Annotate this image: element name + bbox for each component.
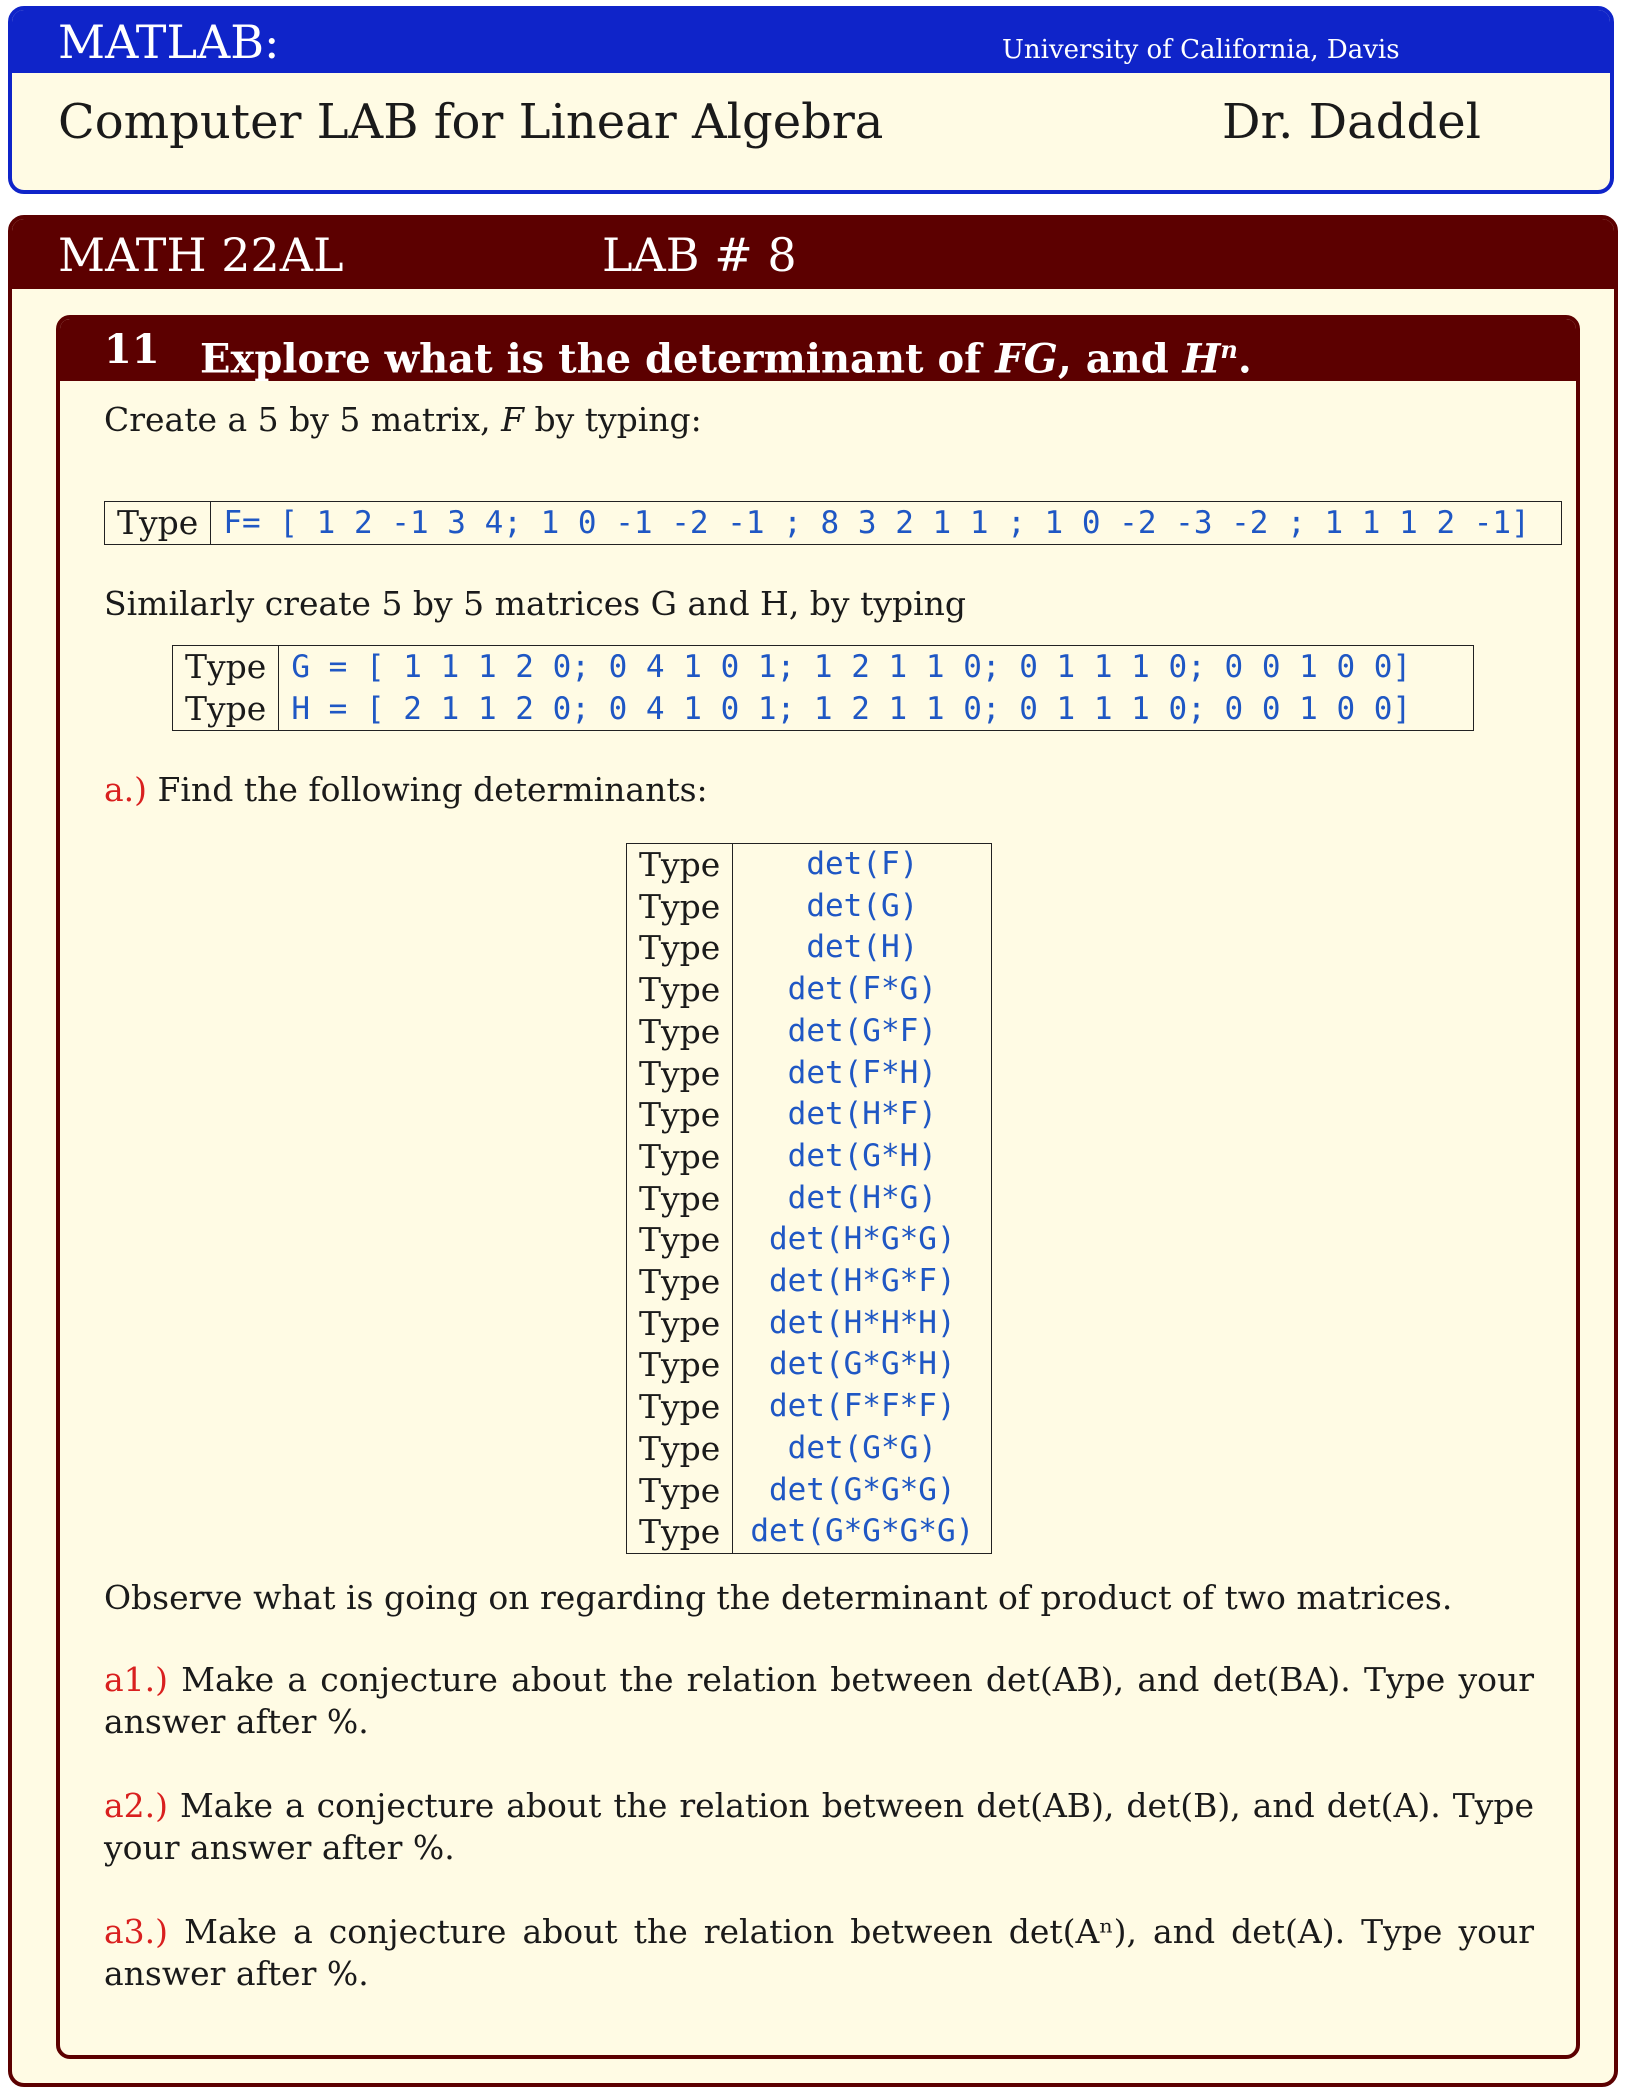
part-a-prompt (104, 769, 708, 811)
g-command-code[interactable]: G = [ 1 1 1 2 0; 0 4 1 0 1; 1 2 1 1 0; 0 1 1 1 0; 0 0 1 0 0] (291, 649, 1412, 685)
problem-title-h: H (1182, 335, 1221, 383)
problem-title-bar (60, 319, 1576, 381)
lab-number: LAB # 8 (602, 228, 797, 282)
problem-title-mid: , and (1057, 335, 1183, 383)
type-label: Type (627, 1178, 733, 1220)
type-label: Type (627, 1261, 733, 1303)
determinant-row (627, 1470, 992, 1512)
determinant-row (627, 1344, 992, 1386)
determinant-row (627, 969, 992, 1011)
part-a-label: a.) (104, 770, 148, 809)
similar-text: Similarly create 5 by 5 matrices G and H, by typing (104, 584, 967, 623)
determinant-command[interactable]: det(G*F) (787, 1012, 937, 1049)
a1-label: a1.) (104, 1660, 169, 1699)
intro-var: F (501, 400, 524, 439)
determinant-command[interactable]: det(G*G*G*G) (750, 1513, 975, 1550)
determinant-row (627, 1011, 992, 1053)
determinant-command[interactable]: det(G*H) (787, 1137, 937, 1174)
type-label: Type (627, 1303, 733, 1345)
problem-number: 11 (104, 326, 160, 373)
determinant-command[interactable]: det(F*F*F) (768, 1388, 956, 1425)
type-label: Type (627, 1344, 733, 1386)
h-command-code[interactable]: H = [ 2 1 1 2 0; 0 4 1 0 1; 1 2 1 1 0; 0 1 1 1 0; 0 0 1 0 0] (291, 691, 1412, 727)
determinant-row (627, 1386, 992, 1428)
determinant-row (627, 1261, 992, 1303)
determinant-row (627, 1178, 992, 1220)
determinant-command[interactable]: det(G*G) (787, 1429, 937, 1466)
institution-name: University of California, Davis (1002, 35, 1400, 65)
a1-text: Make a conjecture about the relation between det(AB), and det(BA). Type your answer after %. (104, 1660, 1534, 1741)
determinant-row (627, 1511, 992, 1553)
determinant-command[interactable]: det(F) (806, 846, 919, 882)
a3-label: a3.) (104, 1912, 169, 1951)
header-body (12, 73, 1610, 194)
part-a-text: Find the following determinants: (147, 770, 708, 809)
type-label: Type (627, 1386, 733, 1428)
type-label: Type (627, 969, 733, 1011)
problem-title-exponent: n (1220, 335, 1238, 364)
determinant-row (627, 886, 992, 928)
determinant-command[interactable]: det(H) (806, 929, 919, 966)
course-code: MATH 22AL (58, 228, 344, 282)
determinant-command[interactable]: det(H*G) (787, 1179, 937, 1216)
question-a2 (104, 1785, 1534, 1869)
determinant-row (627, 844, 992, 886)
type-label: Type (173, 646, 279, 689)
determinant-row (627, 1303, 992, 1345)
type-label: Type (173, 688, 279, 731)
determinant-command[interactable]: det(F*H) (787, 1054, 937, 1091)
determinant-row (627, 1136, 992, 1178)
problem-title-prefix: Explore what is the determinant of (200, 335, 996, 383)
h-command-row (173, 688, 1474, 731)
question-a3 (104, 1911, 1534, 1995)
lab-panel (8, 215, 1618, 2087)
determinant-row (627, 1219, 992, 1261)
determinant-command[interactable]: det(H*G*G) (768, 1221, 956, 1258)
header-title: MATLAB: (58, 15, 280, 69)
type-label: Type (627, 1094, 733, 1136)
a3-text: Make a conjecture about the relation between det(Aⁿ), and det(A). Type your answer after %. (104, 1912, 1534, 1993)
type-label: Type (627, 886, 733, 928)
header-bar (12, 10, 1610, 73)
determinant-command[interactable]: det(G*G*H) (768, 1346, 956, 1383)
type-label: Type (105, 502, 211, 545)
determinant-command[interactable]: det(H*F) (787, 1096, 937, 1133)
determinant-row (627, 1053, 992, 1095)
a2-text: Make a conjecture about the relation between det(AB), det(B), and det(A). Type your answer after %. (104, 1786, 1534, 1867)
type-label: Type (627, 1136, 733, 1178)
intro-text-a: Create a 5 by 5 matrix, (104, 400, 502, 439)
determinant-command[interactable]: det(G*G*G) (768, 1471, 956, 1508)
determinants-rows (627, 844, 992, 1554)
type-label: Type (627, 1011, 733, 1053)
observe-text: Observe what is going on regarding the determinant of product of two matrices. (104, 1578, 1453, 1617)
determinant-row (627, 1094, 992, 1136)
course-header (8, 6, 1614, 194)
f-command-table (104, 501, 1562, 545)
problem-title-end: . (1237, 335, 1252, 383)
problem-title-fg: FG (995, 335, 1058, 383)
determinants-table (626, 843, 992, 1554)
problem-panel (56, 315, 1580, 2059)
determinant-command[interactable]: det(H*G*F) (768, 1263, 956, 1300)
determinant-row (627, 1428, 992, 1470)
f-command-row (105, 502, 1562, 545)
type-label: Type (627, 927, 733, 969)
g-command-row (173, 646, 1474, 689)
intro-text (104, 399, 702, 441)
type-label: Type (627, 1053, 733, 1095)
course-title: Computer LAB for Linear Algebra (58, 94, 884, 150)
type-label: Type (627, 844, 733, 886)
lab-bar (12, 219, 1614, 289)
determinant-command[interactable]: det(G) (806, 887, 919, 924)
determinant-command[interactable]: det(F*G) (787, 971, 937, 1008)
type-label: Type (627, 1470, 733, 1512)
intro-text-b: by typing: (523, 400, 702, 439)
problem-title (200, 325, 1252, 384)
instructor-name: Dr. Daddel (1222, 94, 1481, 150)
a2-label: a2.) (104, 1786, 169, 1825)
type-label: Type (627, 1511, 733, 1553)
question-a1 (104, 1659, 1534, 1743)
f-command-code[interactable]: F= [ 1 2 -1 3 4; 1 0 -1 -2 -1 ; 8 3 2 1 1 ; 1 0 -2 -3 -2 ; 1 1 1 2 -1] (223, 505, 1530, 541)
determinant-command[interactable]: det(H*H*H) (768, 1304, 956, 1341)
type-label: Type (627, 1428, 733, 1470)
gh-command-table (172, 645, 1474, 731)
type-label: Type (627, 1219, 733, 1261)
determinant-row (627, 927, 992, 969)
